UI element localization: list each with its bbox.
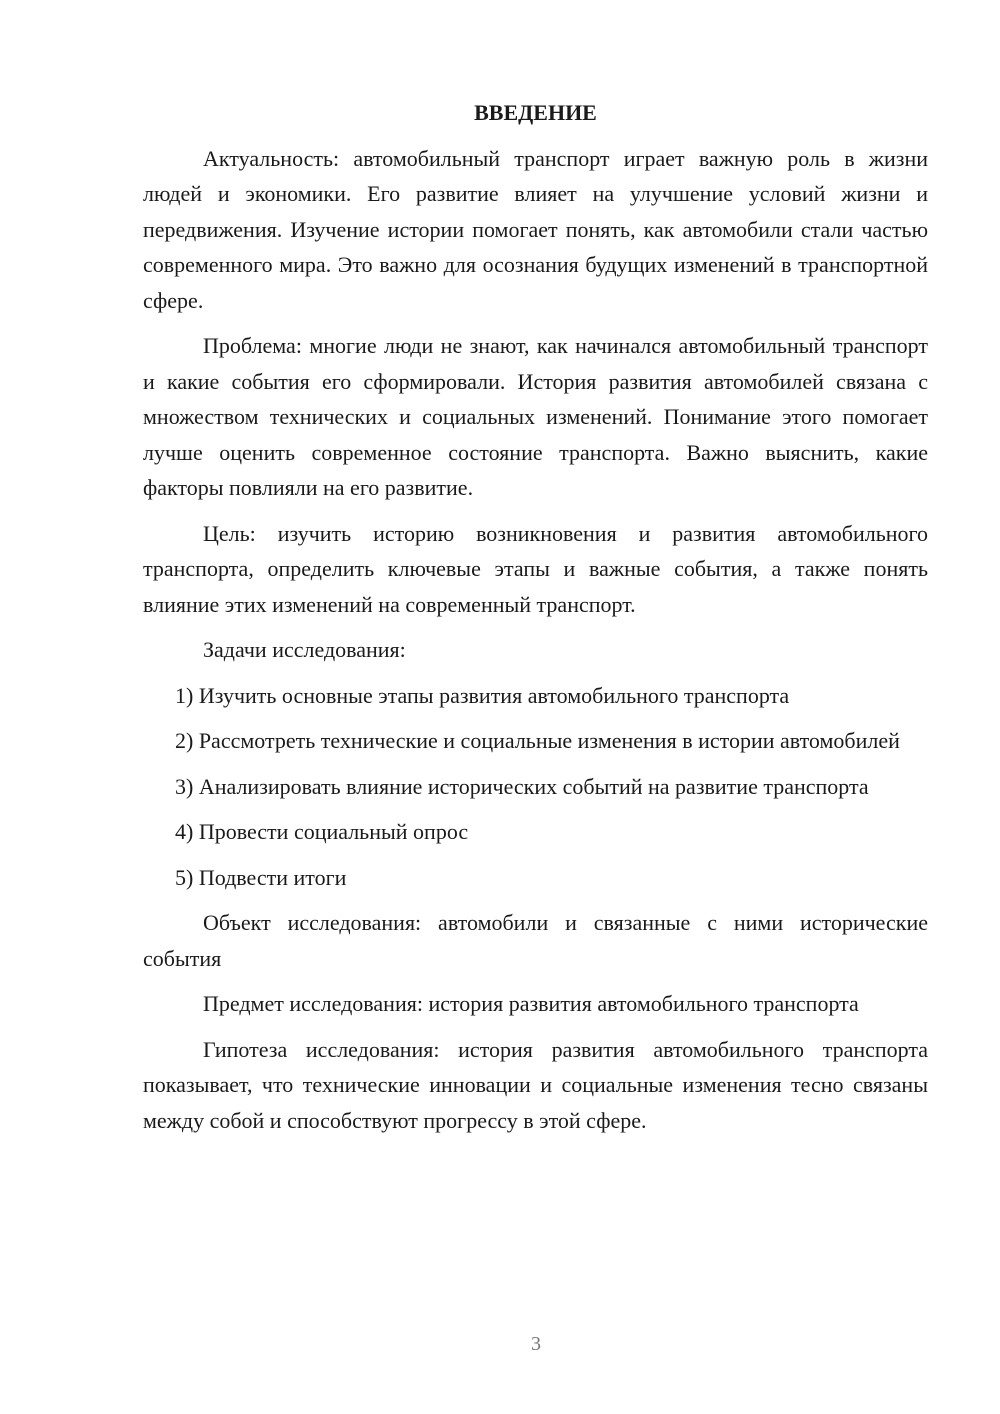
paragraph-object: Объект исследования: автомобили и связанные с ними исторические события (143, 910, 928, 971)
paragraph-relevance: Актуальность: автомобильный транспорт играет важную роль в жизни людей и экономики. Его развитие влияет на улучшение условий жизни и передвижения. Изучение истории помогает понять, как автомобили стали частью современного мира. Это важно для осознания будущих изменений в транспортной сфере. (143, 145, 928, 313)
paragraph-problem: Проблема: многие люди не знают, как начинался автомобильный транспорт и какие события его сформировали. История развития автомобилей связана с множеством технических и социальных изменений. Понимание этого помогает лучше оценить современное состояние транспорта. Важно выяснить, какие факторы повлияли на его развитие. (143, 333, 928, 500)
task-item: 3) Анализировать влияние исторических событий на развитие транспорта (175, 773, 869, 799)
task-item: 4) Провести социальный опрос (175, 819, 469, 844)
section-heading: ВВЕДЕНИЕ (474, 100, 597, 125)
paragraph-subject: Предмет исследования: история развития автомобильного транспорта (203, 991, 859, 1016)
page-content (143, 95, 928, 1148)
page-number: 3 (531, 1333, 541, 1355)
paragraph-goal: Цель: изучить историю возникновения и развития автомобильного транспорта, определить ключевые этапы и важные события, а также понять влияние этих изменений на современный транспорт. (143, 520, 928, 617)
task-item: 1) Изучить основные этапы развития автомобильного транспорта (175, 682, 790, 708)
task-item: 5) Подвести итоги (175, 864, 347, 890)
task-item: 2) Рассмотреть технические и социальные изменения в истории автомобилей (175, 728, 900, 753)
paragraph-hypothesis: Гипотеза исследования: история развития автомобильного транспорта показывает, что технические инновации и социальные изменения тесно связаны между собой и способствуют прогрессу в этой сфере. (143, 1036, 928, 1133)
paragraph-tasks-intro: Задачи исследования: (203, 637, 406, 662)
